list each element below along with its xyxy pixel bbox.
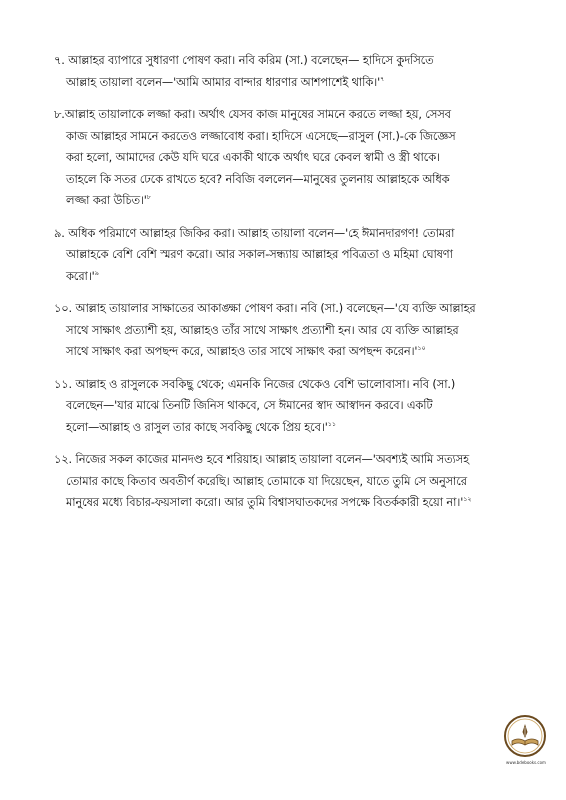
text-line: ১০. আল্লাহ তায়ালার সাক্ষাতের আকাঙ্ক্ষা পোষণ করা। নবি (সা.) বলেছেন—'যে ব্যক্তি আল্লাহর bbox=[54, 302, 476, 315]
text-line: ১২. নিজের সকল কাজের মানদণ্ড হবে শরিয়াহ। আল্লাহ তায়ালা বলেন—'অবশ্যই আমি সত্যসহ bbox=[54, 453, 469, 466]
text-line-content: হলো—আল্লাহ ও রাসুল তার কাছে সবকিছু থেকে প্রিয় হবে।' bbox=[66, 420, 328, 434]
text-line: তাহলে কি সতর ঢেকে রাখতে হবে? নবিজি বললেন—মানুষের তুলনায় আল্লাহকে অধিক bbox=[66, 172, 450, 186]
footnote-marker: ৯ bbox=[94, 268, 99, 277]
list-item bbox=[54, 449, 524, 514]
text-line bbox=[54, 417, 524, 439]
text-line-content: লজ্জা করা উচিত।' bbox=[66, 194, 147, 207]
page-content bbox=[54, 50, 524, 525]
text-line: ১১. আল্লাহ ও রাসুলকে সবকিছু থেকে; এমনকি নিজের থেকেও বেশি ভালোবাসা। নবি (সা.) bbox=[54, 377, 456, 391]
list-item bbox=[54, 298, 524, 363]
text-line: ৯. অধিক পরিমাণে আল্লাহর জিকির করা। আল্লাহ তায়ালা বলেন—'হে ঈমানদারগণ! তোমরা bbox=[54, 226, 455, 240]
text-line: সাথে সাক্ষাৎ প্রত্যাশী হয়, আল্লাহও তাঁর সাথে সাক্ষাৎ প্রত্যাশী হন। আর যে ব্যক্তি আল্লাহর bbox=[66, 323, 459, 337]
list-item bbox=[54, 223, 524, 288]
footnote-marker: ৭ bbox=[380, 74, 385, 83]
text-line bbox=[54, 72, 524, 94]
footnote-marker: ১১ bbox=[327, 419, 336, 428]
list-item bbox=[54, 104, 524, 212]
footnote-marker: ১২ bbox=[463, 495, 472, 504]
text-line-content: আল্লাহ তায়ালা বলেন—'আমি আমার বান্দার ধারণার আশপাশেই থাকি।' bbox=[66, 75, 381, 89]
text-line bbox=[54, 341, 524, 363]
text-line: করা হলো, আমাদের কেউ যদি ঘরে একাকী থাকে অর্থাৎ ঘরে কেবল স্বামী ও স্ত্রী থাকে। bbox=[66, 151, 440, 164]
open-book-pen-icon bbox=[503, 714, 547, 758]
text-line bbox=[54, 266, 524, 288]
text-line: তোমার কাছে কিতাব অবতীর্ণ করেছি। আল্লাহ তোমাকে যা দিয়েছেন, যাতে তুমি সে অনুসারে bbox=[66, 474, 467, 488]
logo-caption: www.bdebooks.com bbox=[506, 760, 546, 765]
text-line-content: মানুষের মধ্যে বিচার-ফয়সালা করো। আর তুমি বিশ্বাসঘাতকদের সপক্ষে বিতর্ককারী হয়ো না।' bbox=[66, 496, 464, 509]
text-line: কাজ আল্লাহর সামনে করতেও লজ্জাবোধ করা। হাদিসে এসেছে—রাসুল (সা.)-কে জিজ্ঞেস bbox=[66, 129, 456, 143]
text-line-content: করো।' bbox=[66, 269, 95, 283]
text-line bbox=[54, 492, 524, 514]
text-line: আল্লাহকে বেশি বেশি স্মরণ করো। আর সকাল-সন্ধ্যায় আল্লাহর পবিত্রতা ও মহিমা ঘোষণা bbox=[66, 248, 453, 261]
text-line-content: সাথে সাক্ষাৎ করা অপছন্দ করে, আল্লাহও তার সাথে সাক্ষাৎ করা অপছন্দ করেন।' bbox=[66, 345, 418, 358]
footnote-marker: ১০ bbox=[417, 344, 426, 353]
list-item bbox=[54, 50, 524, 93]
text-line: ৮.আল্লাহ তায়ালাকে লজ্জা করা। অর্থাৎ যেসব কাজ মানুষের সামনে করতে লজ্জা হয়, সেসব bbox=[54, 108, 451, 121]
text-line: বলেছেন—'যার মাঝে তিনটি জিনিস থাকবে, সে ঈমানের স্বাদ আস্বাদন করবে। একটি bbox=[66, 399, 433, 412]
text-line bbox=[54, 190, 524, 212]
publisher-logo bbox=[503, 714, 547, 758]
footnote-marker: ৮ bbox=[146, 193, 151, 202]
list-item bbox=[54, 374, 524, 439]
text-line: ৭. আল্লাহর ব্যাপারে সুধারণা পোষণ করা। নবি করিম (সা.) বলেছেন— হাদিসে কুদসিতে bbox=[54, 54, 434, 67]
